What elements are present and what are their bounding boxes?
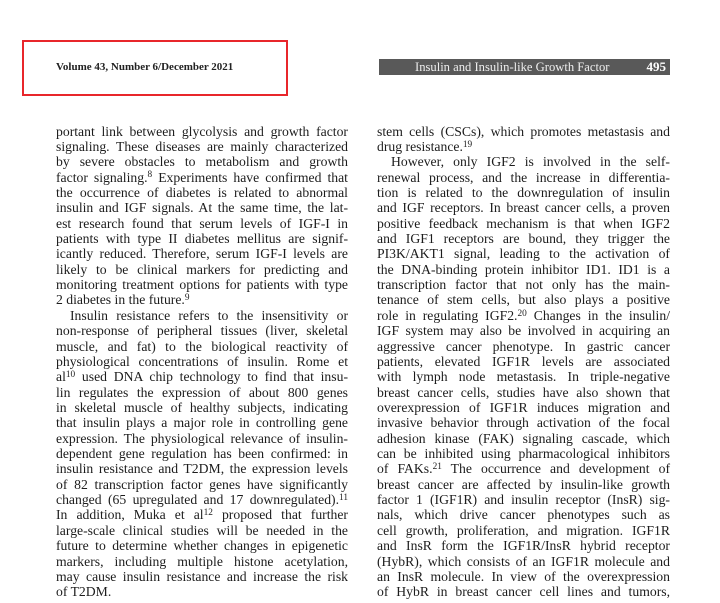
text-run: can be inhibited using pharmacological inhibitors <box>377 446 670 462</box>
text-line <box>377 292 670 307</box>
text-line <box>56 385 348 400</box>
text-line <box>377 339 670 354</box>
text-run: that insulin plays a major role in controlling gene <box>56 415 348 431</box>
left-text-column <box>56 124 348 600</box>
text-run: breast cancer are affected by insulin-like growth <box>377 476 670 492</box>
text-line <box>377 323 670 338</box>
text-run: 2 diabetes in the future. <box>56 292 185 308</box>
text-line <box>377 400 670 415</box>
text-line <box>377 200 670 215</box>
text-line <box>56 507 348 522</box>
page-number: 495 <box>646 59 666 74</box>
text-run: physiological concentrations of insulin. Rome et <box>56 353 348 369</box>
text-run: portant link between glycolysis and growth factor <box>56 123 348 139</box>
text-run: large-scale clinical studies will be needed in the <box>56 522 348 538</box>
text-line <box>377 477 670 492</box>
text-run: However, only IGF2 is involved in the self- <box>391 154 670 170</box>
text-line <box>377 246 670 261</box>
citation-superscript: 9 <box>184 293 190 304</box>
text-line <box>56 369 348 384</box>
text-line <box>377 231 670 246</box>
paragraph <box>56 308 348 600</box>
text-line <box>377 415 670 430</box>
text-line <box>377 308 670 323</box>
paragraph <box>377 124 670 155</box>
text-line <box>56 139 348 154</box>
text-run: of HybR in breast cancer cell lines and tumors, <box>377 584 670 600</box>
text-run: in skeletal muscle of healthy subjects, indicating <box>56 399 348 415</box>
text-line <box>56 323 348 338</box>
text-run: aggressive cancer phenotype. In gastric cancer <box>377 338 670 354</box>
text-line <box>377 446 670 461</box>
text-line <box>377 385 670 400</box>
text-run: lin regulates the expression of about 800 genes <box>56 384 348 400</box>
text-run: (HybR), which consists of an IGF1R molecule and <box>377 553 670 569</box>
text-line <box>377 431 670 446</box>
text-line <box>56 154 348 169</box>
text-line <box>377 354 670 369</box>
text-run: role in regulating IGF2. <box>377 307 518 323</box>
text-run: patients with type II diabetes mellitus are signif- <box>56 231 348 247</box>
text-line <box>56 523 348 538</box>
text-run: markers, including multiple histone acetylation, <box>56 553 348 569</box>
text-run: of 82 transcription factor genes have significantly <box>56 476 348 492</box>
text-run: proposed that further <box>212 507 348 523</box>
text-line <box>56 262 348 277</box>
text-line <box>377 139 670 154</box>
text-run: overexpression of IGF1R induces migration and <box>377 399 670 415</box>
text-run: patients, elevated IGF1R levels are associated <box>377 353 670 369</box>
text-line <box>56 185 348 200</box>
text-line <box>377 277 670 292</box>
text-line <box>377 154 670 169</box>
text-line <box>56 569 348 584</box>
text-line <box>377 569 670 584</box>
citation-superscript: 12 <box>203 508 213 519</box>
text-run: factor 1 (IGF1R) and insulin receptor (InsR) sig- <box>377 492 670 508</box>
text-run: factor signaling. <box>56 169 148 185</box>
running-title: Insulin and Insulin-like Growth Factor <box>415 60 610 74</box>
text-line <box>56 400 348 415</box>
text-line <box>377 523 670 538</box>
text-run: by severe obstacles to metabolism and growth <box>56 154 348 170</box>
text-line <box>56 339 348 354</box>
text-run: transcription factor that not only has the main- <box>377 277 670 293</box>
text-run: dependent gene regulation has been confirmed: in <box>56 446 348 462</box>
text-run: likely to be clinical markers for predicting and <box>56 261 348 277</box>
running-header-band <box>379 59 670 75</box>
text-run: used DNA chip technology to find that insu- <box>75 369 348 385</box>
text-run: al <box>56 369 66 385</box>
text-run: monitoring treatment options for patients with type <box>56 277 348 293</box>
text-line <box>377 584 670 599</box>
text-run: Experiments have confirmed that <box>152 169 348 185</box>
text-line <box>377 461 670 476</box>
citation-superscript: 10 <box>65 370 76 381</box>
text-line <box>56 584 348 599</box>
text-run: Changes in the insulin/ <box>526 307 670 323</box>
text-line <box>377 262 670 277</box>
text-line <box>56 554 348 569</box>
text-line <box>56 477 348 492</box>
text-run: of FAKs. <box>377 461 433 477</box>
text-run: invasive behavior through activation of the focal <box>377 415 670 431</box>
text-run: insulin resistance and T2DM, the expression levels <box>56 461 348 477</box>
text-run: Insulin resistance refers to the insensitivity or <box>70 307 348 323</box>
citation-superscript: 21 <box>432 462 442 473</box>
text-line <box>377 369 670 384</box>
text-line <box>56 431 348 446</box>
text-run: the occurrence of diabetes is related to abnormal <box>56 184 348 200</box>
citation-superscript: 11 <box>339 492 348 503</box>
text-line <box>56 354 348 369</box>
citation-superscript: 20 <box>517 308 527 319</box>
text-run: The occurrence and development of <box>441 461 670 477</box>
text-run: In addition, Muka et al <box>56 507 204 523</box>
text-run: muscle, and fat) to the biological reactivity of <box>56 338 348 354</box>
text-run: changed (65 upregulated and 17 downregulated). <box>56 492 340 508</box>
text-line <box>56 246 348 261</box>
text-line <box>377 124 670 139</box>
text-run: stem cells (CSCs), which promotes metastasis and <box>377 123 670 139</box>
text-line <box>56 308 348 323</box>
text-line <box>56 216 348 231</box>
text-line <box>56 415 348 430</box>
text-line <box>56 461 348 476</box>
text-run: IGF system may also be involved in acquiring an <box>377 323 670 339</box>
text-run: the DNA-binding protein inhibitor ID1. ID1 is a <box>377 261 670 277</box>
text-run: an InsR molecule. In view of the overexpression <box>377 568 670 584</box>
text-line <box>377 492 670 507</box>
text-line <box>377 185 670 200</box>
text-line <box>56 446 348 461</box>
text-run: of T2DM. <box>56 584 112 600</box>
text-run: and IGF receptors. In breast cancer cells, a proven <box>377 200 670 216</box>
text-run: adhesion kinase (FAK) signaling cascade, which <box>377 430 670 446</box>
text-line <box>56 292 348 307</box>
text-run: with lymph node metastasis. In triple-negative <box>377 369 670 385</box>
text-run: future to determine whether changes in epigenetic <box>56 538 348 554</box>
text-line <box>377 554 670 569</box>
text-line <box>377 216 670 231</box>
text-run: nals, which drive cancer phenotypes such as <box>377 507 670 523</box>
text-line <box>56 124 348 139</box>
text-line <box>56 492 348 507</box>
text-run: est research found that serum levels of IGF-I in <box>56 215 348 231</box>
text-run: drug resistance. <box>377 138 463 154</box>
text-run: and IGF1 receptors are bound, they trigger the <box>377 231 670 247</box>
text-line <box>377 170 670 185</box>
text-run: renewal process, and the increase in differentia- <box>377 169 670 185</box>
citation-superscript: 8 <box>147 170 153 181</box>
text-run: cell growth, proliferation, and migration. IGF1R <box>377 522 670 538</box>
text-line <box>377 507 670 522</box>
text-run: and InsR form the IGF1R/InsR hybrid receptor <box>377 538 670 554</box>
text-line <box>56 538 348 553</box>
text-run: insulin and IGF signals. At the same time, the lat- <box>56 200 348 216</box>
text-run: tenance of stem cells, but also plays a positive <box>377 292 670 308</box>
text-run: expression. The physiological relevance of insulin- <box>56 430 348 446</box>
volume-issue-info: Volume 43, Number 6/December 2021 <box>56 61 234 73</box>
text-run: tion is related to the downregulation of insulin <box>377 184 670 200</box>
paragraph <box>56 124 348 308</box>
citation-superscript: 19 <box>462 139 473 150</box>
text-line <box>56 170 348 185</box>
text-run: signaling. These diseases are mainly characterized <box>56 138 348 154</box>
text-run: PI3K/AKT1 signal, leading to the activation of <box>377 246 670 262</box>
text-line <box>377 538 670 553</box>
text-run: breast cancer cells, studies have also shown that <box>377 384 670 400</box>
text-line <box>56 277 348 292</box>
right-text-column <box>377 124 670 600</box>
text-line <box>56 200 348 215</box>
text-run: positive feedback mechanism is that when IGF2 <box>377 215 670 231</box>
text-run: icantly reduced. Therefore, serum IGF-I levels are <box>56 246 348 262</box>
paragraph <box>377 154 670 599</box>
text-run: non-response of peripheral tissues (liver, skeletal <box>56 323 348 339</box>
text-line <box>56 231 348 246</box>
text-run: may cause insulin resistance and increase the risk <box>56 568 348 584</box>
